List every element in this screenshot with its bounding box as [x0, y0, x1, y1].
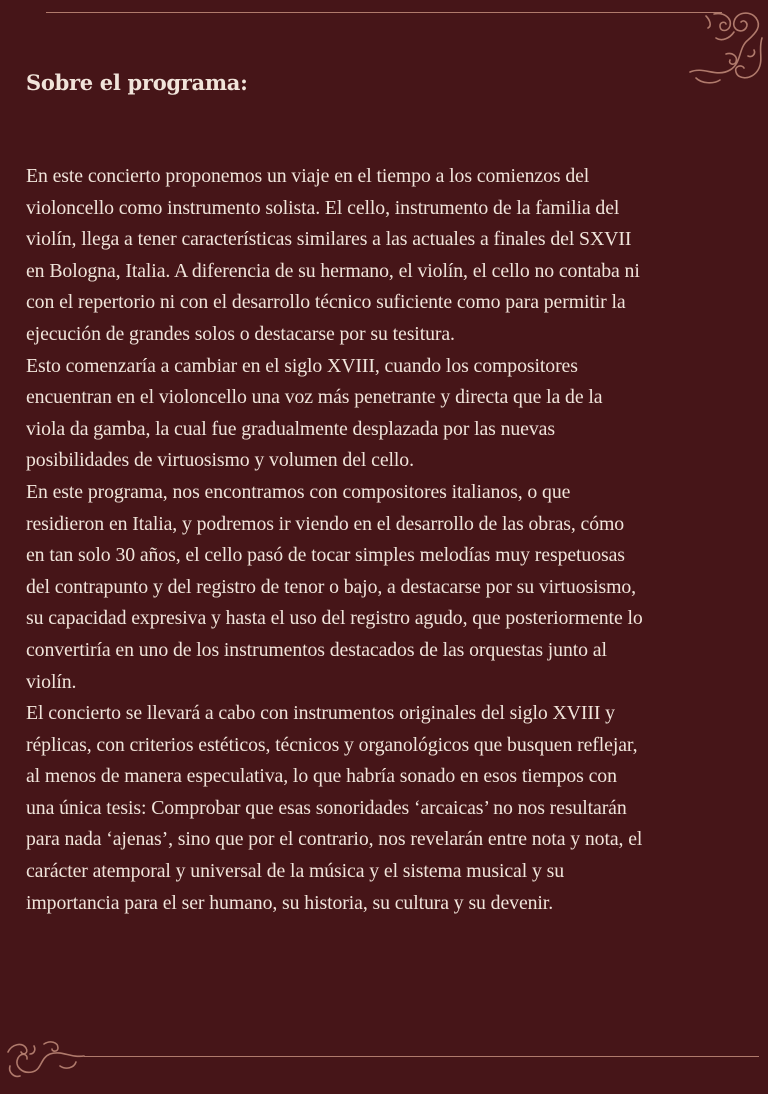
top-divider-line: [46, 12, 722, 13]
text-line: importancia para el ser humano, su historia, su cultura y su devenir.: [26, 891, 554, 914]
text-line: con el repertorio ni con el desarrollo técnico suficiente como para permitir la: [26, 291, 626, 314]
text-line: en Bologna, Italia. A diferencia de su hermano, el violín, el cello no contaba ni: [26, 259, 640, 282]
text-line: posibilidades de virtuosismo y volumen del cello.: [26, 449, 414, 472]
text-line: residieron en Italia, y podremos ir viendo en el desarrollo de las obras, cómo: [26, 512, 625, 535]
text-line: En este programa, nos encontramos con compositores italianos, o que: [26, 480, 571, 503]
text-line: Esto comenzaría a cambiar en el siglo XVIII, cuando los compositores: [26, 354, 578, 377]
text-line: del contrapunto y del registro de tenor o bajo, a destacarse por su virtuosismo,: [26, 575, 637, 598]
text-line: viola da gamba, la cual fue gradualmente desplazada por las nuevas: [26, 417, 555, 440]
text-line: El concierto se llevará a cabo con instrumentos originales del siglo XVIII y: [26, 702, 615, 725]
text-line: ejecución de grandes solos o destacarse por su tesitura.: [26, 322, 455, 345]
text-line: violín, llega a tener características similares a las actuales a finales del SXVII: [26, 228, 632, 251]
text-line: convertiría en uno de los instrumentos destacados de las orquestas junto al: [26, 638, 607, 661]
text-line: encuentran en el violoncello una voz más penetrante y directa que la de la: [26, 386, 603, 409]
text-line: En este concierto proponemos un viaje en el tiempo a los comienzos del: [26, 165, 590, 187]
text-line: violín.: [26, 670, 77, 693]
text-line: violoncello como instrumento solista. El cello, instrumento de la familia del: [26, 196, 620, 219]
text-line: en tan solo 30 años, el cello pasó de tocar simples melodías muy respetuosas: [26, 544, 625, 567]
text-line: su capacidad expresiva y hasta el uso del registro agudo, que posteriormente lo: [26, 607, 643, 630]
text-line: una única tesis: Comprobar que esas sonoridades ‘arcaicas’ no nos resultarán: [26, 796, 627, 819]
section-heading: Sobre el programa:: [26, 70, 248, 95]
baroque-scroll-icon: [4, 1036, 88, 1080]
baroque-scroll-icon: [686, 8, 766, 86]
text-line: carácter atemporal y universal de la música y el sistema musical y su: [26, 860, 564, 883]
program-description: [26, 161, 744, 919]
bottom-divider-line: [84, 1056, 759, 1057]
text-line: al menos de manera especulativa, lo que habría sonado en esos tiempos con: [26, 765, 617, 788]
text-line: réplicas, con criterios estéticos, técnicos y organológicos que busquen reflejar,: [26, 733, 638, 756]
text-line: para nada ‘ajenas’, sino que por el contrario, nos revelarán entre nota y nota, el: [26, 828, 643, 851]
